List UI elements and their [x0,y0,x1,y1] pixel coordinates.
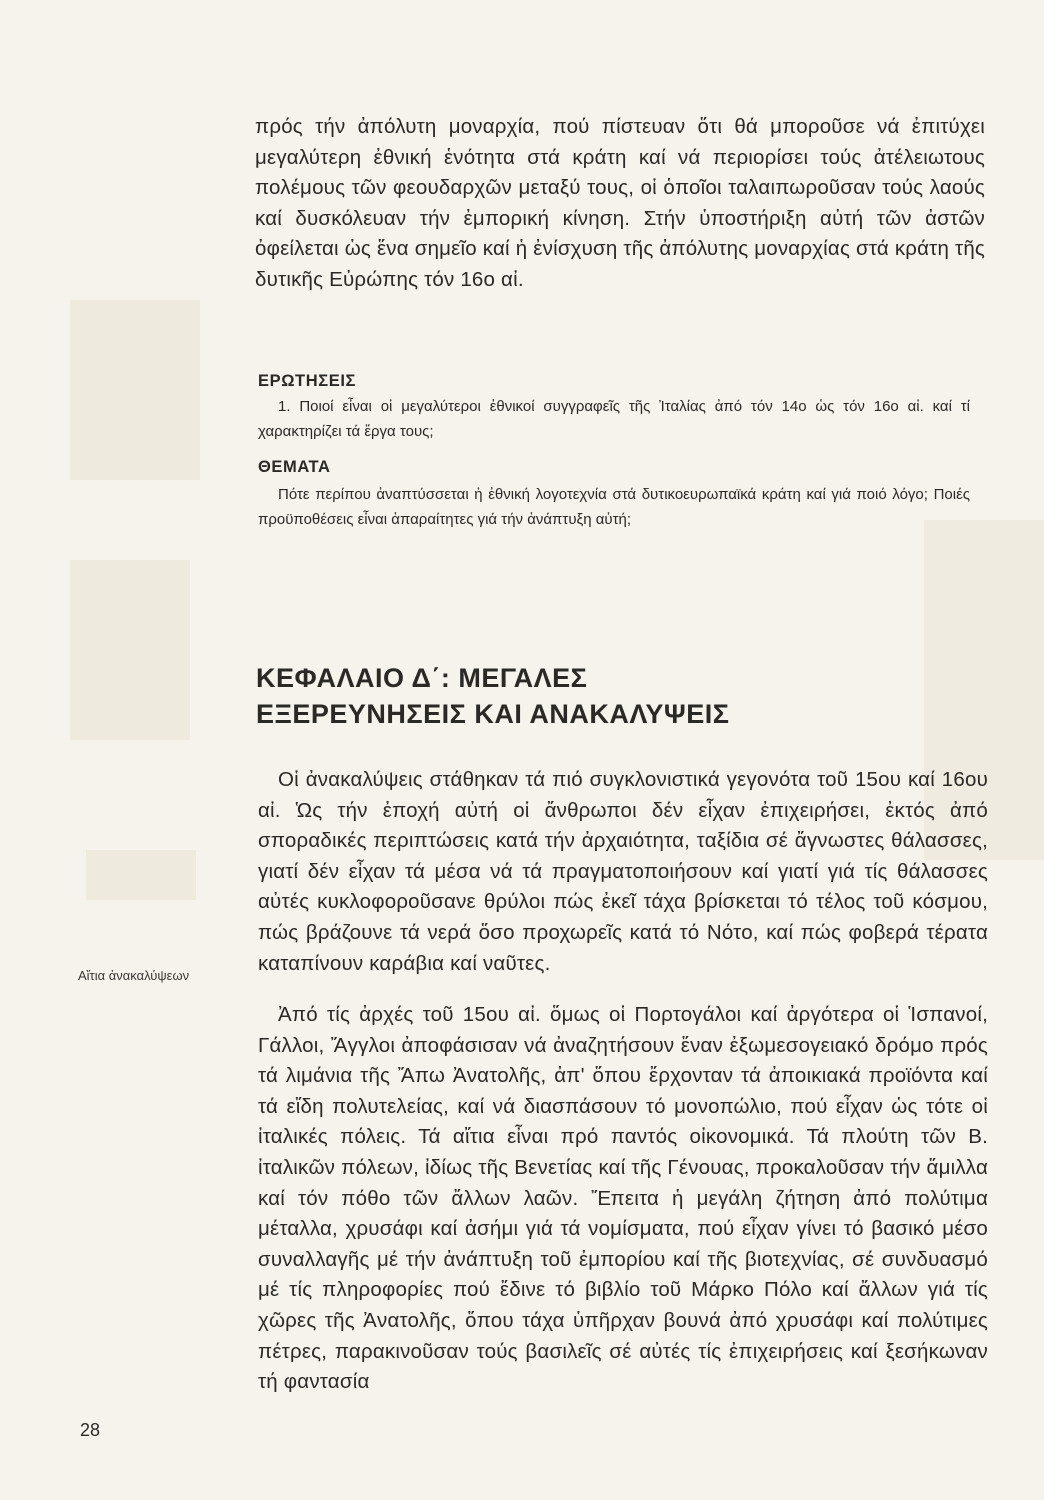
chapter-title [256,660,956,732]
page-number: 28 [80,1420,101,1440]
show-through-shadow [70,300,200,480]
question-item: 1. Ποιοί εἶναι οἱ μεγαλύτεροι ἐθνικοί συγγραφεῖς τῆς Ἰταλίας ἀπό τόν 14ο ὡς τόν 16ο αἰ. καί τί χαρακτηρίζει τά ἔργα τους; [258,398,970,440]
show-through-shadow [86,850,196,900]
chapter-title-line-1: ΚΕΦΑΛΑΙΟ Δ΄: ΜΕΓΑΛΕΣ [256,663,588,693]
questions-heading: ΕΡΩΤΗΣΕΙΣ [258,372,357,390]
body-paragraph-discoveries: Οἱ ἀνακαλύψεις στάθηκαν τά πιό συγκλονιστικά γεγονότα τοῦ 15ου καί 16ου αἰ. Ὡς τήν ἐποχή αὐτή οἱ ἄνθρωποι δέν εἶχαν ἐπιχειρήσει, ἐκτός ἀπό σποραδικές περιπτώσεις κατά τήν ἀρχαιότητα, ταξίδια σέ ἄγνωστες θάλασσες, γιατί δέν εἶχαν τά μέσα νά τά πραγματοποιήσουν καί γιατί γιά τίς θάλασσες αὐτές κυκλοφοροῦσανε θρύλοι πώς ἐκεῖ τάχα βρίσκεται τό τέλος τοῦ κόσμου, πώς βράζουνε τά νερά ὅσο προχωρεῖς κατά τό Νότο, καί πώς φοβερά τέρατα καταπίνουν καράβια καί ναῦτες. [258,768,988,975]
themes-heading: ΘΕΜΑΤΑ [258,458,331,476]
intro-paragraph: πρός τήν ἀπόλυτη μοναρχία, πού πίστευαν ὅτι θά μποροῦσε νά ἐπιτύχει μεγαλύτερη ἐθνική ἑνότητα στά κράτη καί νά περιορίσει τούς ἀτέλειωτους πολέμους τῶν φεουδαρχῶν μεταξύ τους, οἱ ὁποῖοι ταλαιπωροῦσαν τούς λαούς καί δυσκόλευαν τήν ἐμπορική κίνηση. Στήν ὑποστήριξη αὐτή τῶν ἀστῶν ὀφείλεται ὡς ἕνα σημεῖο καί ἡ ἐνίσχυση τῆς ἀπόλυτης μοναρχίας στά κράτη τῆς δυτικῆς Εὐρώπης τόν 16ο αἰ. [255,115,985,291]
body-paragraph-causes: Ἀπό τίς ἀρχές τοῦ 15ου αἰ. ὅμως οἱ Πορτογάλοι καί ἀργότερα οἱ Ἱσπανοί, Γάλλοι, Ἄγγλοι ἀποφάσισαν νά ἀναζητήσουν ἕναν ἐξωμεσογειακό δρόμο πρός τά λιμάνια τῆς Ἄπω Ἀνατολῆς, ἀπ' ὅπου ἔρχονταν τά ἀποικιακά προϊόντα καί τά εἴδη πολυτελείας, καί νά διασπάσουν τό μονοπώλιο, πού εἶχαν ὡς τότε οἱ ἰταλικές πόλεις. Τά αἴτια εἶναι πρό παντός οἰκονομικά. Τά πλούτη τῶν Β. ἰταλικῶν πόλεων, ἰδίως τῆς Βενετίας καί τῆς Γένουας, προκαλοῦσαν τήν ἅμιλλα καί τόν πόθο τῶν ἄλλων λαῶν. Ἔπειτα ἡ μεγάλη ζήτηση ἀπό πολύτιμα μέταλλα, χρυσάφι καί ἀσήμι γιά τά νομίσματα, πού εἶχαν γίνει τό βασικό μέσο συναλλαγῆς μέ τήν ἀνάπτυξη τοῦ ἐμπορίου καί τῆς βιοτεχνίας, σέ συνδυασμό μέ τίς πληροφορίες πού ἔδινε τό βιβλίο τοῦ Μάρκο Πόλο καί ἄλλων γιά τίς χῶρες τῆς Ἀνατολῆς, ὅπου τάχα ὑπῆρχαν βουνά ἀπό χρυσάφι καί πολύτιμες πέτρες, παρακινοῦσαν τούς βασιλεῖς σέ αὐτές τίς ἐπιχειρήσεις καί ξεσήκωναν τή φαντασία [258,1003,988,1394]
show-through-shadow [70,560,190,740]
chapter-title-line-2: ΕΞΕΡΕΥΝΗΣΕΙΣ ΚΑΙ ΑΝΑΚΑΛΥΨΕΙΣ [256,699,730,729]
themes-text: Πότε περίπου ἀναπτύσσεται ἡ ἐθνική λογοτεχνία στά δυτικοευρωπαϊκά κράτη καί γιά ποιό λόγο; Ποιές προϋποθέσεις εἶναι ἀπαραίτητες γιά τήν ἀνάπτυξη αὐτή; [258,486,970,528]
margin-note: Αἴτια ἀνακαλύψεων [78,968,190,983]
